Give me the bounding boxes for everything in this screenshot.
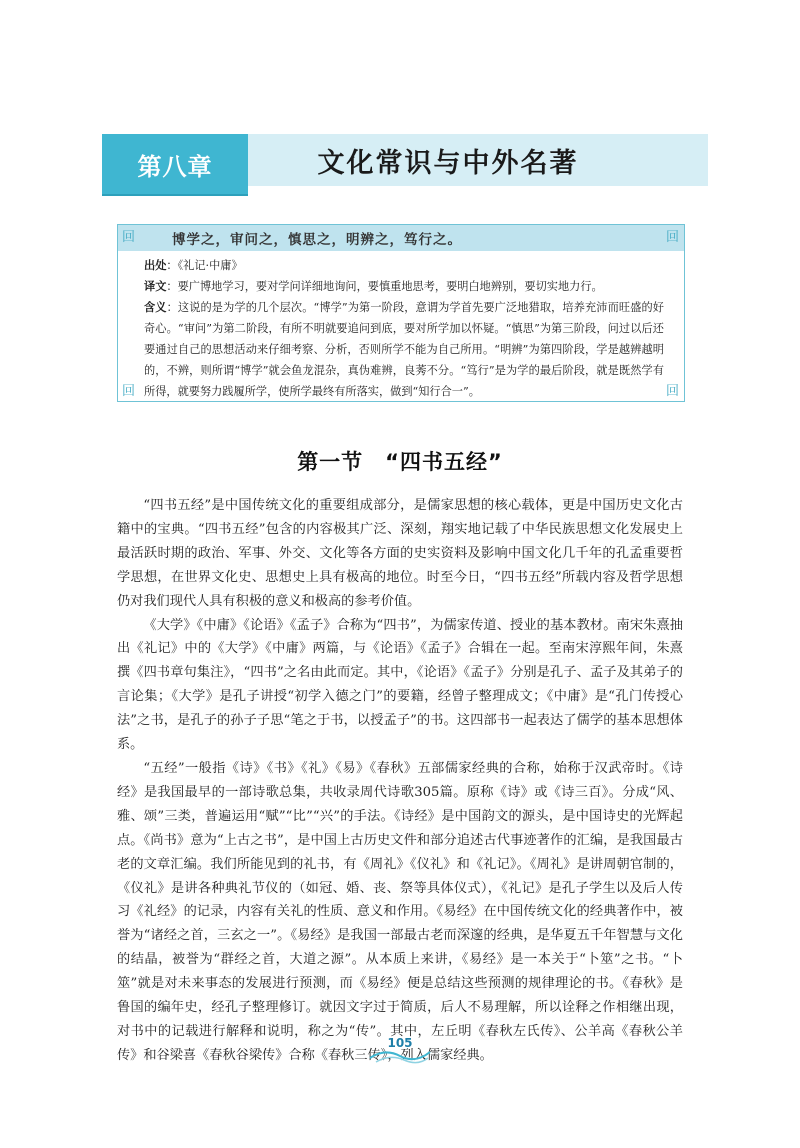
quote-source — [144, 255, 664, 276]
translation-label: 译文 — [144, 279, 167, 293]
paragraph: 《大学》《中庸》《论语》《孟子》合称为“四书”，为儒家传道、授业的基本教材。南宋朱熹抽出《礼记》中的《大学》《中庸》两篇，与《论语》《孟子》合辑在一起。至南宋淳熙年间，朱熹撰《四书章句集注》，“四书”之名由此而定。其中，《论语》《孟子》分别是孔子、孟子及其弟子的言论集；《大学》是孔子讲授“初学入德之门”的要籍，经曾子整理成文；《中庸》是“孔门传授心法”之书，是孔子的孙子子思“笔之于书，以授孟子”的书。这四部书一起表达了儒学的基本思想体系。 — [117, 617, 683, 753]
quote-translation — [144, 276, 664, 297]
page-number: 105 — [387, 1036, 413, 1050]
quote-heading: 博学之，审问之，慎思之，明辨之，笃行之。 — [172, 232, 462, 248]
paragraph: “四书五经”是中国传统文化的重要组成部分，是儒家思想的核心载体，更是中国历史文化古籍中的宝典。“四书五经”包含的内容极其广泛、深刻，翔实地记载了中华民族思想文化发展史上最活跃时期的政治、军事、外交、文化等各方面的史实资料及影响中国文化几千年的孔孟重要哲学思想，在世界文化史、思想史上具有极高的地位。时至今日，“四书五经”所载内容及哲学思想仍对我们现代人具有积极的意义和极高的参考价值。 — [117, 498, 683, 609]
quote-body — [144, 255, 664, 402]
meaning-text: ：这说的是为学的几个层次。“博学”为第一阶段，意谓为学首先要广泛地猎取，培养充沛而旺盛的好奇心。“审问”为第二阶段，有所不明就要追问到底，要对所学加以怀疑。“慎思”为第三阶段，问过以后还要通过自己的思想活动来仔细考察、分析，否则所学不能为自己所用。“明辨”为第四阶段，学是越辨越明的，不辨，则所谓“博学”就会鱼龙混杂，真伪难辨，良莠不分。“笃行”是为学的最后阶段，就是既然学有所得，就要努力践履所学，使所学最终有所落实，做到“知行合一”。 — [144, 301, 664, 398]
meaning-label: 含义 — [144, 300, 167, 314]
chapter-header — [102, 134, 708, 186]
chapter-label: 第八章 — [102, 134, 248, 194]
corner-ornament-icon: 回 — [122, 230, 136, 245]
translation-text: ：要广博地学习，要对学问详细地询问，要慎重地思考，要明白地辨别，要切实地力行。 — [166, 280, 603, 293]
paragraph: “五经”一般指《诗》《书》《礼》《易》《春秋》五部儒家经典的合称，始称于汉武帝时。《诗经》是我国最早的一部诗歌总集，共收录周代诗歌305篇。原称《诗》或《诗三百》。分成“风、雅、颂”三类，普遍运用“赋”“比”“兴”的手法。《诗经》是中国韵文的源头，是中国诗史的光辉起点。《尚书》意为“上古之书”，是中国上古历史文件和部分追述古代事迹著作的汇编，是我国最古老的文章汇编。我们所能见到的礼书，有《周礼》《仪礼》和《礼记》。《周礼》是讲周朝官制的，《仪礼》是讲各种典礼节仪的（如冠、婚、丧、祭等具体仪式），《礼记》是孔子学生以及后人传习《礼经》的记录，内容有关礼的性质、意义和作用。《易经》在中国传统文化的经典著作中，被誉为“诸经之首，三玄之一”。《易经》是我国一部最古老而深邃的经典，是华夏五千年智慧与文化的结晶，被誉为“群经之首，大道之源”。从本质上来讲，《易经》是一本关于“卜筮”之书。“卜筮”就是对未来事态的发展进行预测，而《易经》便是总结这些预测的规律理论的书。《春秋》是鲁国的编年史，经孔子整理修订。就因文字过于简质，后人不易理解，所以诠释之作相继出现，对书中的记载进行解释和说明，称之为“传”。其中，左丘明《春秋左氏传》、公羊高《春秋公羊传》和谷梁喜《春秋谷梁传》合称《春秋三传》，列入儒家经典。 — [117, 760, 683, 1063]
page-footer — [350, 1036, 450, 1066]
quote-box — [117, 224, 685, 402]
quote-meaning — [144, 297, 664, 402]
chapter-title: 文化常识与中外名著 — [317, 147, 579, 179]
corner-ornament-icon: 回 — [122, 384, 136, 399]
main-content — [117, 494, 683, 1068]
corner-ornament-icon: 回 — [666, 384, 680, 399]
corner-ornament-icon: 回 — [666, 230, 680, 245]
source-label: 出处 — [144, 258, 167, 272]
section-title: 第一节 “四书五经” — [297, 450, 503, 474]
source-text: ：《礼记·中庸》 — [166, 259, 243, 272]
